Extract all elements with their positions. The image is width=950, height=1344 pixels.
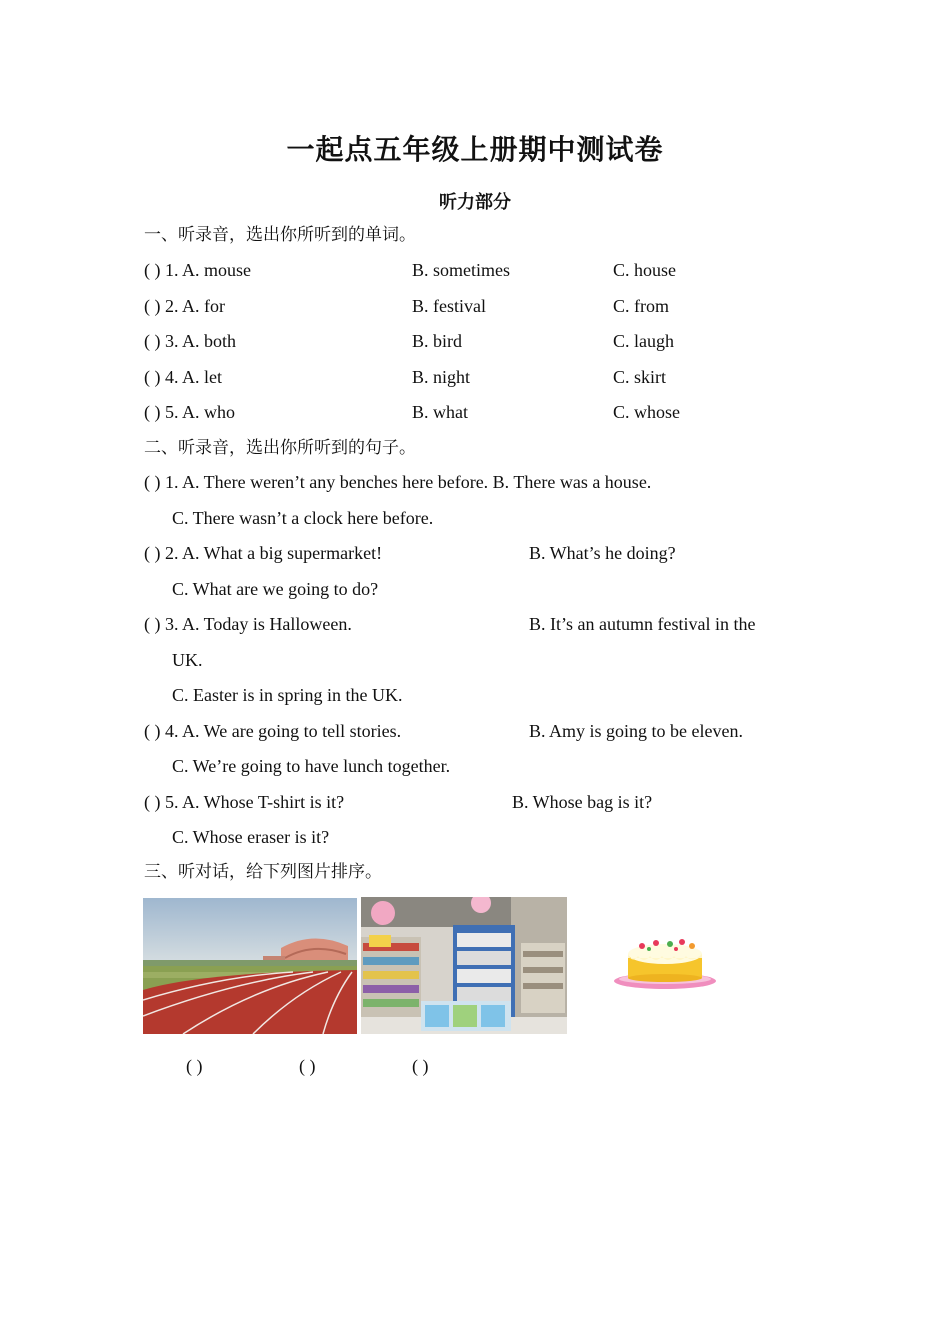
part1-q2-b: B. festival: [412, 296, 486, 316]
part2-q4-c: C. We’re going to have lunch together.: [172, 756, 451, 776]
part2-q3-c: C. Easter is in spring in the UK.: [172, 685, 403, 705]
exam-title: 一起点五年级上册期中测试卷: [286, 133, 664, 166]
part2-heading: 二、听录音，选出你所听到的句子。: [144, 438, 416, 458]
running-track-illustration: [143, 898, 357, 1034]
part2-q2-b: B. What’s he doing?: [529, 543, 676, 563]
part1-q2-c: C. from: [613, 296, 669, 316]
running-track-photo: [143, 898, 357, 1034]
answer-bracket-2[interactable]: ( ): [299, 1056, 316, 1076]
part2-q5-b: B. Whose bag is it?: [512, 792, 653, 812]
part1-q3-c: C. laugh: [613, 331, 674, 351]
part1-q2-a: ( ) 2. A. for: [144, 296, 225, 316]
birthday-cake-picture: [612, 934, 718, 992]
part3-heading: 三、听对话，给下列图片排序。: [144, 862, 382, 882]
part2-q5-a: ( ) 5. A. Whose T-shirt is it?: [144, 792, 345, 812]
part1-q1-b: B. sometimes: [412, 260, 510, 280]
part2-q1-line1: ( ) 1. A. There weren’t any benches here before. B. There was a house.: [144, 472, 652, 492]
part1-q3-b: B. bird: [412, 331, 463, 351]
part1-q4-a: ( ) 4. A. let: [144, 367, 222, 387]
part1-q4-b: B. night: [412, 367, 471, 387]
part2-q4-a: ( ) 4. A. We are going to tell stories.: [144, 721, 402, 741]
part1-heading: 一、听录音，选出你所听到的单词。: [144, 225, 416, 245]
part2-q5-c: C. Whose eraser is it?: [172, 827, 330, 847]
birthday-cake-icon: [612, 934, 718, 992]
part2-q4-b: B. Amy is going to be eleven.: [529, 721, 743, 741]
part1-q5-b: B. what: [412, 402, 468, 422]
part1-q1-c: C. house: [613, 260, 676, 280]
part2-q2-a: ( ) 2. A. What a big supermarket!: [144, 543, 383, 563]
part1-q5-c: C. whose: [613, 402, 680, 422]
answer-bracket-1[interactable]: ( ): [186, 1056, 203, 1076]
part2-q2-c: C. What are we going to do?: [172, 579, 379, 599]
answer-bracket-3[interactable]: ( ): [412, 1056, 429, 1076]
part1-q1-a: ( ) 1. A. mouse: [144, 260, 251, 280]
section-subtitle-listening: 听力部分: [439, 192, 511, 213]
part2-q1-c: C. There wasn’t a clock here before.: [172, 508, 434, 528]
part2-q3-b-cont: UK.: [172, 650, 203, 670]
part1-q5-a: ( ) 5. A. who: [144, 402, 235, 422]
supermarket-illustration: [361, 897, 567, 1034]
part1-q3-a: ( ) 3. A. both: [144, 331, 236, 351]
part2-q3-b: B. It’s an autumn festival in the: [529, 614, 756, 634]
part2-q3-a: ( ) 3. A. Today is Halloween.: [144, 614, 352, 634]
supermarket-photo: [361, 897, 567, 1034]
part1-q4-c: C. skirt: [613, 367, 667, 387]
